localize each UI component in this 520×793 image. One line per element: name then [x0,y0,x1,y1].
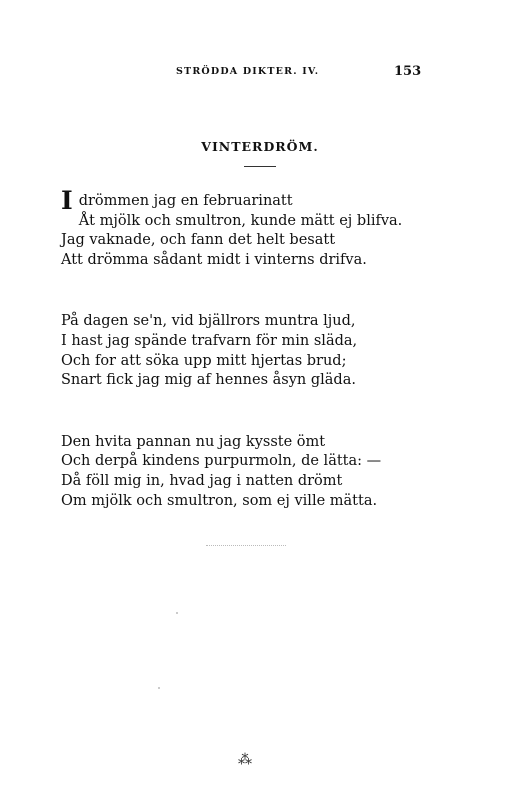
page-number: 153 [394,64,422,79]
poem-line: Då föll mig in, hvad jag i natten drömt [61,472,343,489]
page-header [0,66,520,82]
print-specks [206,545,286,548]
poem-line: I hast jag spände trafvarn för min släda, [61,332,358,349]
print-speck [158,687,160,689]
running-head: STRÖDDA DIKTER. IV. [176,66,320,77]
poem-line: Att drömma sådant midt i vinterns drifva. [61,251,367,268]
poem-title: VINTERDRÖM. [201,139,319,154]
poem-line: På dagen se'n, vid bjällrors muntra ljud, [61,313,356,330]
poem-line: Den hvita pannan nu jag kysste ömt [61,433,326,450]
poem-line: Snart fick jag mig af hennes åsyn gläda. [61,372,356,389]
poem-line: Och derpå kindens purpurmoln, de lätta: — [61,453,382,470]
title-rule [244,166,276,167]
stanza-1 [61,186,481,270]
drop-cap: I [61,186,73,215]
stanza-2 [61,312,481,390]
print-speck [176,612,178,614]
poem-line: Jag vaknade, och fann det helt besatt [61,232,336,249]
poem-line: drömmen jag en februarinatt [78,193,293,209]
poem-line: Och for att söka upp mitt hjertas brud; [61,352,347,369]
stanza-3 [61,433,481,511]
poem-body [61,186,481,511]
poem-line: Om mjölk och smultron, som ej ville mätta. [61,492,378,509]
poem-line: Åt mjölk och smultron, kunde mätt ej blifva. [78,212,403,229]
ornament-mark: ⁂ [238,752,252,768]
